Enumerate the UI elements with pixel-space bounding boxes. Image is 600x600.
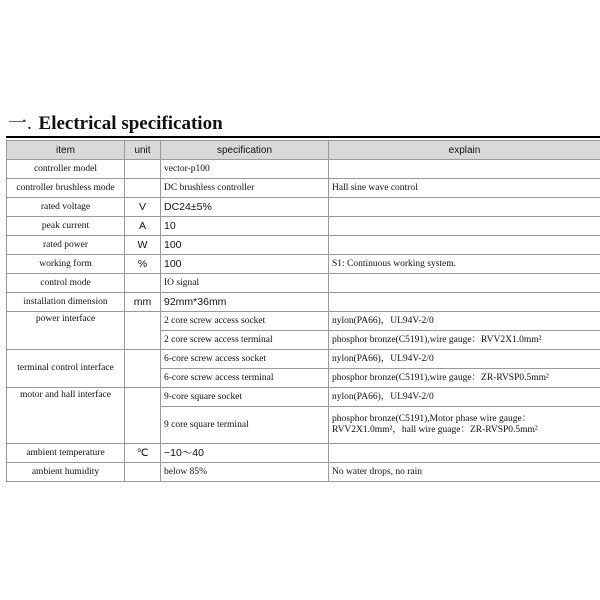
row-unit xyxy=(125,274,161,293)
row-item: peak current xyxy=(7,217,125,236)
table-row xyxy=(7,198,600,217)
table-row xyxy=(7,388,600,407)
section-title: Electrical specification xyxy=(38,113,223,134)
row-item: installation dimension xyxy=(7,293,125,312)
row-spec: 92mm*36mm xyxy=(161,293,329,312)
column-header-explain: explain xyxy=(329,141,600,160)
row-unit xyxy=(125,463,161,482)
row-unit: mm xyxy=(125,293,161,312)
row-explain xyxy=(329,274,600,293)
row-unit: ℃ xyxy=(125,444,161,463)
row-explain: phosphor bronze(C5191),wire gauge：ZR-RVSP0.5mm² xyxy=(329,369,600,388)
table-row xyxy=(7,444,600,463)
row-unit xyxy=(125,160,161,179)
row-explain: No water drops, no rain xyxy=(329,463,600,482)
group-item-terminal-control-interface: terminal control interface xyxy=(7,350,125,388)
table-row xyxy=(7,217,600,236)
row-spec: vector-p100 xyxy=(161,160,329,179)
row-spec: 9-core square socket xyxy=(161,388,329,407)
row-spec: DC24±5% xyxy=(161,198,329,217)
row-item: working form xyxy=(7,255,125,274)
header-row xyxy=(7,141,600,160)
row-spec: 100 xyxy=(161,236,329,255)
row-explain xyxy=(329,160,600,179)
table-row xyxy=(7,463,600,482)
row-explain xyxy=(329,236,600,255)
table-row xyxy=(7,236,600,255)
table-row xyxy=(7,160,600,179)
row-spec: 2 core screw access socket xyxy=(161,312,329,331)
section-number: 一. xyxy=(8,113,32,134)
row-unit: % xyxy=(125,255,161,274)
row-spec: below 85% xyxy=(161,463,329,482)
group-item-motor-and-hall-interface: motor and hall interface xyxy=(7,388,125,444)
electrical-spec-table xyxy=(6,140,600,482)
row-explain xyxy=(329,217,600,236)
row-spec: 10 xyxy=(161,217,329,236)
row-unit: V xyxy=(125,198,161,217)
table-row xyxy=(7,179,600,198)
table-row xyxy=(7,293,600,312)
heading-divider xyxy=(6,136,600,138)
row-unit xyxy=(125,388,161,444)
row-item: control mode xyxy=(7,274,125,293)
table-row xyxy=(7,350,600,369)
row-spec: DC brushless controller xyxy=(161,179,329,198)
row-spec: 2 core screw access terminal xyxy=(161,331,329,350)
row-item: rated voltage xyxy=(7,198,125,217)
row-explain: phosphor bronze(C5191),Motor phase wire gauge：RVV2X1.0mm²，hall wire guage：ZR-RVSP0.5mm² xyxy=(329,407,600,444)
table-row xyxy=(7,255,600,274)
row-item: rated power xyxy=(7,236,125,255)
row-unit: W xyxy=(125,236,161,255)
row-spec: 6-core screw access terminal xyxy=(161,369,329,388)
row-explain xyxy=(329,293,600,312)
table-row xyxy=(7,312,600,331)
group-item-power-interface: power interface xyxy=(7,312,125,350)
row-explain: nylon(PA66)，UL94V-2/0 xyxy=(329,388,600,407)
section-heading xyxy=(8,108,223,135)
row-explain xyxy=(329,198,600,217)
row-item: controller brushless mode xyxy=(7,179,125,198)
column-header-specification: specification xyxy=(161,141,329,160)
row-explain: nylon(PA66)，UL94V-2/0 xyxy=(329,350,600,369)
row-spec: 9 core square terminal xyxy=(161,407,329,444)
row-spec: 100 xyxy=(161,255,329,274)
row-unit: A xyxy=(125,217,161,236)
row-item: ambient humidity xyxy=(7,463,125,482)
row-spec: −10～40 xyxy=(161,444,329,463)
row-explain: Hall sine wave control xyxy=(329,179,600,198)
column-header-unit: unit xyxy=(125,141,161,160)
row-item: ambient temperature xyxy=(7,444,125,463)
column-header-item: item xyxy=(7,141,125,160)
row-item: controller model xyxy=(7,160,125,179)
row-explain: S1: Continuous working system. xyxy=(329,255,600,274)
row-unit xyxy=(125,179,161,198)
row-explain: nylon(PA66)，UL94V-2/0 xyxy=(329,312,600,331)
table-row xyxy=(7,274,600,293)
row-spec: 6-core screw access socket xyxy=(161,350,329,369)
row-explain xyxy=(329,444,600,463)
row-spec: IO signal xyxy=(161,274,329,293)
row-unit xyxy=(125,350,161,388)
row-unit xyxy=(125,312,161,350)
row-explain: phosphor bronze(C5191),wire gauge：RVV2X1.0mm² xyxy=(329,331,600,350)
